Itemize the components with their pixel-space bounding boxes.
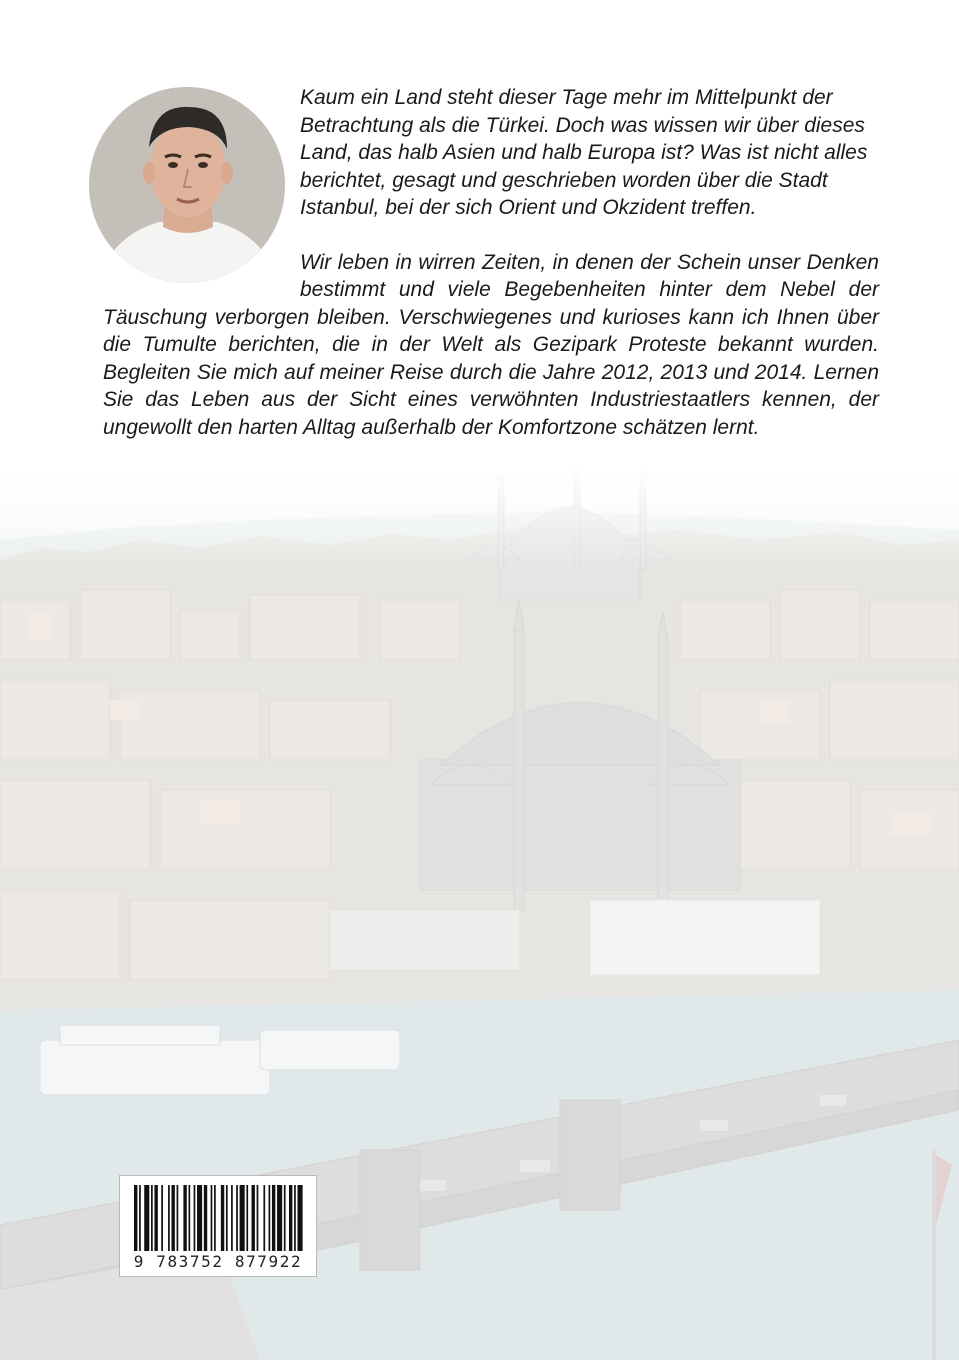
portrait-wrap-spacer [103, 84, 300, 298]
barcode-bar [257, 1185, 259, 1251]
isbn-number: 9 783752 877922 [133, 1252, 303, 1271]
barcode-bar [284, 1185, 286, 1251]
barcode-bar [154, 1185, 157, 1251]
barcode-bar [204, 1185, 207, 1251]
barcode-bar [197, 1185, 202, 1251]
barcode-bar [183, 1185, 186, 1251]
barcode-bar [294, 1185, 296, 1251]
barcode-bars [134, 1185, 306, 1251]
barcode-bar [189, 1185, 191, 1251]
barcode-bar [211, 1185, 213, 1251]
barcode-bar [151, 1185, 153, 1251]
barcode-bar [236, 1185, 238, 1251]
barcode-bar [289, 1185, 292, 1251]
barcode-bar [252, 1185, 255, 1251]
isbn-barcode [119, 1175, 317, 1277]
barcode-bar [277, 1185, 282, 1251]
blurb-paragraph-1: Kaum ein Land steht dieser Tage mehr im Mittelpunkt der Betrachtung als die Türkei. Doch was wissen wir über dieses Land, das halb Asien und halb Europa ist? Was ist nicht alles berichtet, gesagt und geschrieben worden über die Stadt Istanbul, bei der sich Orient und Okzident treffen. [300, 86, 868, 219]
barcode-bar [263, 1185, 265, 1251]
barcode-bar [171, 1185, 174, 1251]
barcode-bar [168, 1185, 170, 1251]
barcode-bar [226, 1185, 228, 1251]
barcode-bar [139, 1185, 141, 1251]
blurb-paragraph-2: Wir leben in wirren Zeiten, in denen der Schein unser Denken bestimmt und viele Begebenheiten hinter dem Nebel der Täuschung verborgen bleiben. Verschwiegenes und kurioses kann ich Ihnen über die Tumulte berichten, die in der Welt als Gezipark Proteste bekannt wurden. Begleiten Sie mich auf meiner Reise durch die Jahre 2012, 2013 und 2014. Lernen Sie das Leben aus der Sicht eines verwöhnten Industriestaatlers kennen, der ungewollt den harten Alltag außerhalb der Komfortzone schätzen lernt. [103, 250, 879, 439]
barcode-bar [161, 1185, 163, 1251]
barcode-bar [231, 1185, 233, 1251]
barcode-bar [214, 1185, 216, 1251]
barcode-bar [221, 1185, 224, 1251]
barcode-bar [134, 1185, 137, 1251]
barcode-bar [240, 1185, 245, 1251]
barcode-bar [297, 1185, 302, 1251]
barcode-bar [144, 1185, 149, 1251]
barcode-bar [246, 1185, 248, 1251]
barcode-bar [272, 1185, 275, 1251]
barcode-bar [269, 1185, 271, 1251]
barcode-bar [177, 1185, 179, 1251]
blurb-text [103, 84, 879, 441]
barcode-bar [194, 1185, 196, 1251]
